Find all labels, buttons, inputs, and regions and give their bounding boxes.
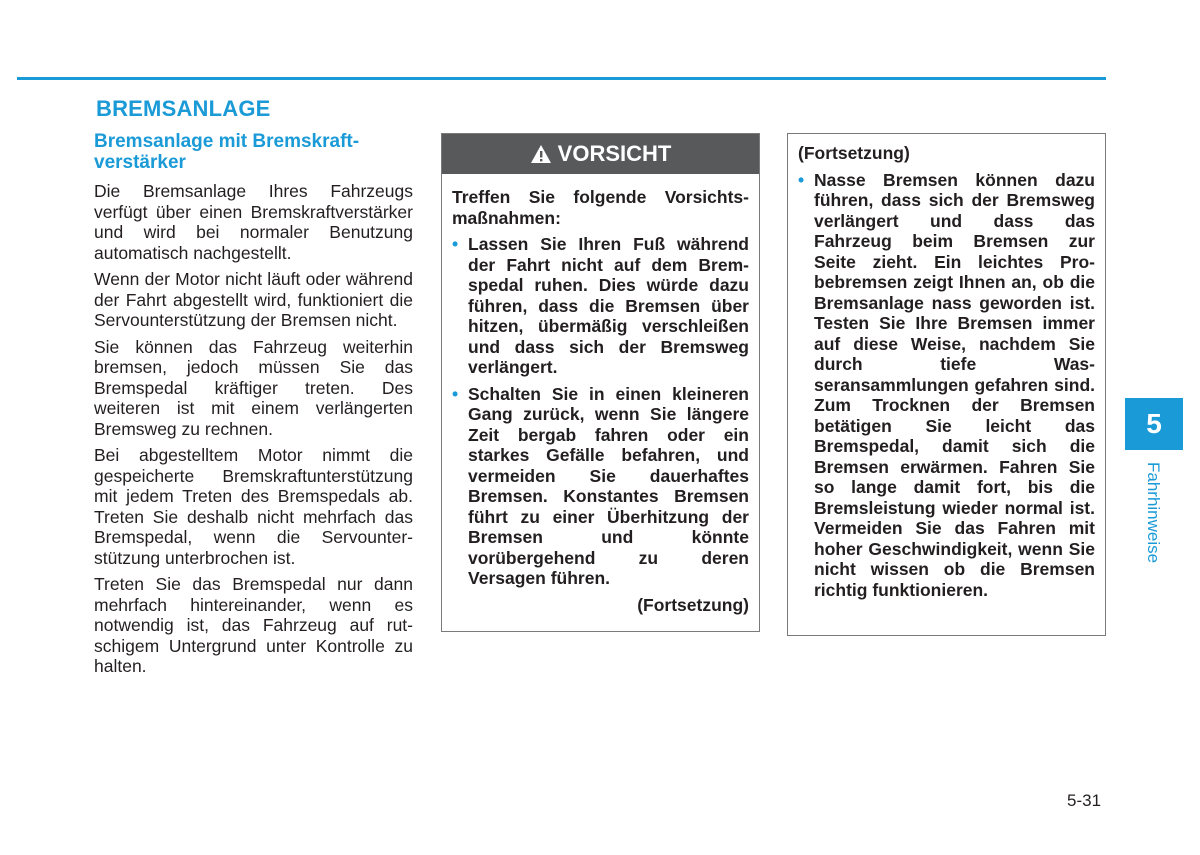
warning-triangle-icon <box>530 144 552 164</box>
bullet-text: Nasse Bremsen können dazu führen, dass sich der Bremsweg verlängert und dass das Fahrzeug beim Bremsen zur Seite zieht. Ein leichtes Probebremsen zeigt Ihnen an, ob die Bremsanlage nass geworden ist. Testen Sie Ihre Bremsen immer auf diese Weise, nachdem Sie durch tiefe Wasseransammlungen gefahren sind. Zum Trocknen der Bremsen betätigen Sie leicht das Bremspedal, damit sich die Bremsen erwärmen. Fahren Sie so lange damit fort, bis die Bremsleistung wieder normal ist. Vermeiden Sie das Fahren mit hoher Geschwindigkeit, wenn Sie nicht wissen ob die Bremsen richtig funktionieren. <box>814 169 1095 600</box>
chapter-tab: 5 <box>1125 398 1183 450</box>
caution-title: VORSICHT <box>557 141 672 166</box>
continuation-header: (Fortsetzung) <box>798 143 910 163</box>
caution-intro: Treffen Sie folgende Vorsichtsmaßnahmen: <box>452 187 749 228</box>
paragraph: Sie können das Fahrzeug weiterhin bremsen, jedoch müssen Sie das Bremspedal kräftiger treten. Des weiteren ist mit einem verlängerten Bremsweg zu rechnen. <box>94 336 413 439</box>
continuation-box <box>787 133 1106 636</box>
continued-note: (Fortsetzung) <box>637 594 749 615</box>
list-item <box>452 384 749 589</box>
bullet-icon: • <box>798 169 805 190</box>
section-title: BREMSANLAGE <box>96 96 271 121</box>
chapter-label: Fahrhinweise <box>1144 462 1163 564</box>
bullet-text: Lassen Sie Ihren Fuß während der Fahrt nicht auf dem Bremspedal ruhen. Dies würde dazu führen, dass die Bremsen über hitzen, übermäßig verschleißen und dass sich der Bremsweg verlängert. <box>468 234 749 377</box>
bullet-text: Schalten Sie in einen kleineren Gang zurück, wenn Sie längere Zeit bergab fahren oder ein starkes Gefälle befahren, und vermeiden Sie dauerhaftes Bremsen. Konstantes Bremsen führt zu einer Überhitzung der Bremsen und könnte vorübergehend zu deren Versagen führen. <box>468 383 749 588</box>
paragraph: Treten Sie das Bremspedal nur dann mehrfach hintereinander, wenn es notwendig ist, das Fahrzeug auf rutschigem Untergrund unter Kontrolle zu halten. <box>94 574 413 676</box>
paragraph: Wenn der Motor nicht läuft oder während der Fahrt abgestellt wird, funktioniert die Servounterstützung der Bremsen nicht. <box>94 269 413 330</box>
top-rule <box>17 77 1106 80</box>
list-item <box>452 234 749 378</box>
continuation-bullet-list <box>798 170 1095 601</box>
paragraph: Bei abgestelltem Motor nimmt die gespeicherte Bremskraftunterstützung mit jedem Treten des Bremspedals ab. Treten Sie deshalb nicht mehrfach das Bremspedal, wenn die Servounter-stützung unterbrochen ist. <box>94 445 413 568</box>
bullet-icon: • <box>452 383 459 404</box>
subheading: Bremsanlage mit Bremskraft- verstärker <box>94 131 360 173</box>
caution-header <box>442 134 759 174</box>
list-item <box>798 170 1095 601</box>
caution-bullet-list <box>452 234 749 589</box>
bullet-icon: • <box>452 234 459 254</box>
continuation-body <box>788 134 1105 616</box>
paragraph: Die Bremsanlage Ihres Fahrzeugs verfügt über einen Bremskraftverstärker und wird bei normaler Benutzung automatisch nachgestellt. <box>94 181 413 263</box>
column-main-text <box>94 131 413 683</box>
caution-body <box>442 174 759 625</box>
caution-box <box>441 133 760 632</box>
page-number: 5-31 <box>1067 791 1102 810</box>
